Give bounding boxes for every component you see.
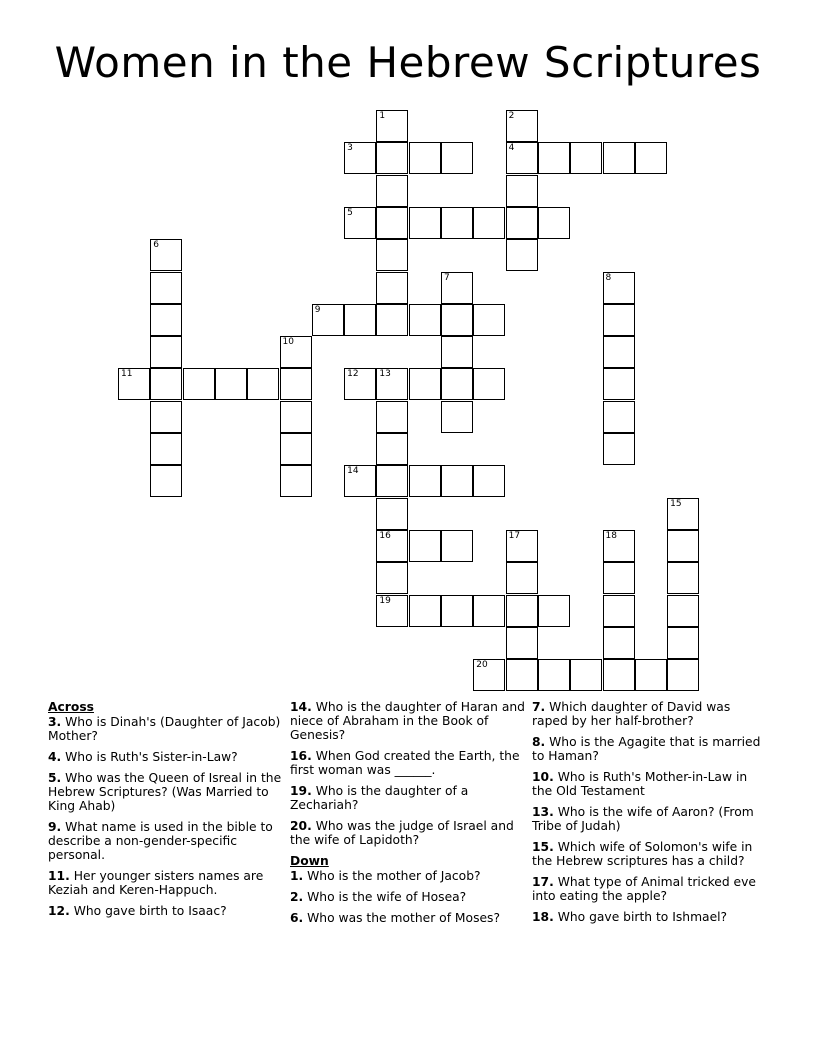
clue-number-label: 3. [48, 715, 62, 729]
grid-cell[interactable] [603, 368, 635, 400]
grid-cell[interactable] [441, 272, 473, 304]
grid-cell[interactable] [506, 110, 538, 142]
grid-cell[interactable] [603, 401, 635, 433]
grid-cell[interactable] [441, 304, 473, 336]
clue-item [48, 771, 284, 813]
clue-text: Who was the mother of Moses? [303, 911, 500, 925]
grid-cell[interactable] [603, 562, 635, 594]
grid-cell[interactable] [150, 465, 182, 497]
clue-number: 13 [379, 369, 391, 380]
clue-item [532, 805, 768, 833]
grid-cell[interactable] [506, 239, 538, 271]
grid-cell[interactable] [603, 142, 635, 174]
grid-cell[interactable] [473, 368, 505, 400]
across-header: Across [48, 700, 94, 714]
clue-text: Who was the Queen of Isreal in the Hebrew Scriptures? (Was Married to King Ahab) [48, 771, 282, 813]
grid-cell[interactable] [473, 304, 505, 336]
clue-number: 14 [347, 466, 359, 477]
grid-cell[interactable] [603, 304, 635, 336]
clue-text: What name is used in the bible to describe a non-gender-specific personal. [48, 820, 273, 862]
clue-text: Who is the Agagite that is married to Haman? [532, 735, 761, 763]
grid-cell[interactable] [280, 401, 312, 433]
clue-item [290, 869, 526, 883]
clue-text: Who gave birth to Isaac? [69, 904, 227, 918]
clue-number-label: 9. [48, 820, 62, 834]
clue-number-label: 10. [532, 770, 554, 784]
clue-item [48, 904, 284, 918]
clue-item [48, 715, 284, 743]
grid-cell[interactable] [376, 433, 408, 465]
clue-number: 6 [153, 240, 160, 251]
grid-cell[interactable] [344, 142, 376, 174]
grid-cell[interactable] [150, 368, 182, 400]
clue-number: 15 [670, 498, 682, 509]
clue-number: 1 [379, 111, 386, 121]
grid-cell[interactable] [667, 530, 699, 562]
clue-column-3 [532, 700, 768, 931]
grid-cell[interactable] [473, 465, 505, 497]
grid-cell[interactable] [376, 465, 408, 497]
clue-number-label: 17. [532, 875, 554, 889]
grid-cell[interactable] [473, 207, 505, 239]
grid-cell[interactable] [570, 142, 602, 174]
grid-cell[interactable] [344, 207, 376, 239]
clue-number: 7 [444, 272, 450, 283]
grid-cell[interactable] [376, 562, 408, 594]
grid-cell[interactable] [538, 595, 570, 627]
clue-item [48, 820, 284, 862]
grid-cell[interactable] [150, 433, 182, 465]
grid-cell[interactable] [150, 304, 182, 336]
grid-cell[interactable] [506, 562, 538, 594]
grid-cell[interactable] [635, 142, 667, 174]
clue-number-label: 8. [532, 735, 546, 749]
clue-number: 16 [379, 530, 391, 541]
grid-cell[interactable] [280, 368, 312, 400]
grid-cell[interactable] [409, 207, 441, 239]
down-header: Down [290, 854, 329, 868]
grid-cell[interactable] [538, 142, 570, 174]
grid-cell[interactable] [473, 659, 505, 691]
grid-cell[interactable] [312, 304, 344, 336]
grid-cell[interactable] [118, 368, 150, 400]
clue-number-label: 7. [532, 700, 546, 714]
grid-cell[interactable] [376, 498, 408, 530]
grid-cell[interactable] [183, 368, 215, 400]
puzzle-title: Women in the Hebrew Scriptures [54, 38, 762, 87]
clue-column-2 [290, 700, 526, 932]
grid-cell[interactable] [409, 595, 441, 627]
clue-number-label: 18. [532, 910, 554, 924]
clue-text: Who is the mother of Jacob? [303, 869, 481, 883]
clue-text: Which wife of Solomon's wife in the Hebrew scriptures has a child? [532, 840, 753, 868]
clue-text: Who is the wife of Aaron? (From Tribe of Judah) [532, 805, 754, 833]
grid-cell[interactable] [344, 465, 376, 497]
clue-item [532, 875, 768, 903]
grid-cell[interactable] [635, 659, 667, 691]
grid-cell[interactable] [376, 401, 408, 433]
grid-cell[interactable] [603, 659, 635, 691]
clue-number: 3 [347, 143, 353, 154]
grid-cell[interactable] [667, 659, 699, 691]
clue-item [532, 840, 768, 868]
grid-cell[interactable] [603, 530, 635, 562]
clue-number-label: 15. [532, 840, 554, 854]
clue-number: 8 [605, 272, 612, 283]
clue-item [48, 750, 284, 764]
grid-cell[interactable] [376, 530, 408, 562]
clue-number: 10 [282, 337, 294, 348]
grid-cell[interactable] [441, 368, 473, 400]
grid-cell[interactable] [441, 530, 473, 562]
clue-number-label: 20. [290, 819, 312, 833]
clue-item [290, 890, 526, 904]
clue-number: 4 [508, 143, 515, 154]
grid-cell[interactable] [603, 272, 635, 304]
grid-cell[interactable] [376, 304, 408, 336]
clue-number-label: 19. [290, 784, 312, 798]
clue-number-label: 16. [290, 749, 312, 763]
grid-cell[interactable] [506, 530, 538, 562]
clue-number: 9 [314, 304, 321, 315]
grid-cell[interactable] [344, 368, 376, 400]
grid-cell[interactable] [441, 336, 473, 368]
clue-text: What type of Animal tricked eve into eating the apple? [532, 875, 756, 903]
clue-number-label: 5. [48, 771, 62, 785]
grid-cell[interactable] [538, 207, 570, 239]
grid-cell[interactable] [473, 595, 505, 627]
grid-cell[interactable] [603, 595, 635, 627]
grid-cell[interactable] [376, 272, 408, 304]
grid-cell[interactable] [409, 142, 441, 174]
clue-number-label: 6. [290, 911, 304, 925]
grid-cell[interactable] [280, 433, 312, 465]
clue-text: Her younger sisters names are Keziah and Keren-Happuch. [48, 869, 264, 897]
grid-cell[interactable] [506, 595, 538, 627]
clue-number-label: 2. [290, 890, 304, 904]
clue-item [290, 784, 526, 812]
grid-cell[interactable] [506, 207, 538, 239]
clue-number: 12 [347, 369, 359, 380]
clue-text: Which daughter of David was raped by her half-brother? [532, 700, 731, 728]
grid-cell[interactable] [150, 336, 182, 368]
grid-cell[interactable] [603, 336, 635, 368]
clue-number: 11 [121, 369, 133, 380]
grid-cell[interactable] [376, 110, 408, 142]
clue-number-label: 14. [290, 700, 312, 714]
clue-text: Who was the judge of Israel and the wife of Lapidoth? [290, 819, 514, 847]
clue-column-1 [48, 700, 284, 925]
clue-number: 19 [379, 595, 391, 606]
grid-cell[interactable] [441, 142, 473, 174]
clue-item [290, 819, 526, 847]
clue-item [532, 700, 768, 728]
grid-cell[interactable] [409, 368, 441, 400]
clue-text: Who is Dinah's (Daughter of Jacob) Mother? [48, 715, 281, 743]
grid-cell[interactable] [215, 368, 247, 400]
grid-cell[interactable] [376, 239, 408, 271]
grid-cell[interactable] [376, 207, 408, 239]
grid-cell[interactable] [344, 304, 376, 336]
grid-cell[interactable] [280, 336, 312, 368]
grid-cell[interactable] [506, 659, 538, 691]
clue-text: Who is the daughter of Haran and niece of Abraham in the Book of Genesis? [290, 700, 525, 742]
grid-cell[interactable] [506, 142, 538, 174]
clue-item [290, 700, 526, 742]
grid-cell[interactable] [150, 239, 182, 271]
grid-cell[interactable] [376, 175, 408, 207]
clue-text: Who is the wife of Hosea? [303, 890, 467, 904]
clue-number: 18 [605, 530, 617, 541]
grid-cell[interactable] [667, 498, 699, 530]
grid-cell[interactable] [603, 433, 635, 465]
clue-number-label: 11. [48, 869, 70, 883]
grid-cell[interactable] [247, 368, 279, 400]
grid-cell[interactable] [667, 562, 699, 594]
grid-cell[interactable] [376, 595, 408, 627]
grid-cell[interactable] [150, 272, 182, 304]
grid-cell[interactable] [409, 304, 441, 336]
clue-number: 17 [508, 530, 521, 541]
grid-cell[interactable] [603, 627, 635, 659]
clue-text: Who is Ruth's Sister-in-Law? [61, 750, 238, 764]
clue-item [290, 911, 526, 925]
grid-cell[interactable] [409, 530, 441, 562]
grid-cell[interactable] [280, 465, 312, 497]
grid-cell[interactable] [667, 595, 699, 627]
clue-text: Who is the daughter of a Zechariah? [290, 784, 469, 812]
grid-cell[interactable] [376, 142, 408, 174]
grid-cell[interactable] [441, 207, 473, 239]
clue-number-label: 13. [532, 805, 554, 819]
grid-cell[interactable] [570, 659, 602, 691]
clue-item [532, 910, 768, 924]
clue-item [48, 869, 284, 897]
grid-cell[interactable] [506, 627, 538, 659]
grid-cell[interactable] [409, 465, 441, 497]
clue-item [532, 735, 768, 763]
clue-item [532, 770, 768, 798]
clue-number: 5 [347, 207, 353, 218]
grid-cell[interactable] [538, 659, 570, 691]
grid-cell[interactable] [376, 368, 408, 400]
clue-text: Who gave birth to Ishmael? [553, 910, 728, 924]
clue-item [290, 749, 526, 777]
clue-number: 20 [476, 660, 488, 671]
clue-number-label: 1. [290, 869, 304, 883]
clue-text: Who is Ruth's Mother-in-Law in the Old Testament [532, 770, 748, 798]
clue-number: 2 [508, 111, 515, 121]
grid-cell[interactable] [441, 595, 473, 627]
grid-cell[interactable] [441, 465, 473, 497]
clue-text: When God created the Earth, the first woman was ______. [290, 749, 520, 777]
clue-number-label: 12. [48, 904, 70, 918]
grid-cell[interactable] [441, 401, 473, 433]
grid-cell[interactable] [667, 627, 699, 659]
clue-number-label: 4. [48, 750, 62, 764]
grid-cell[interactable] [150, 401, 182, 433]
grid-cell[interactable] [506, 175, 538, 207]
